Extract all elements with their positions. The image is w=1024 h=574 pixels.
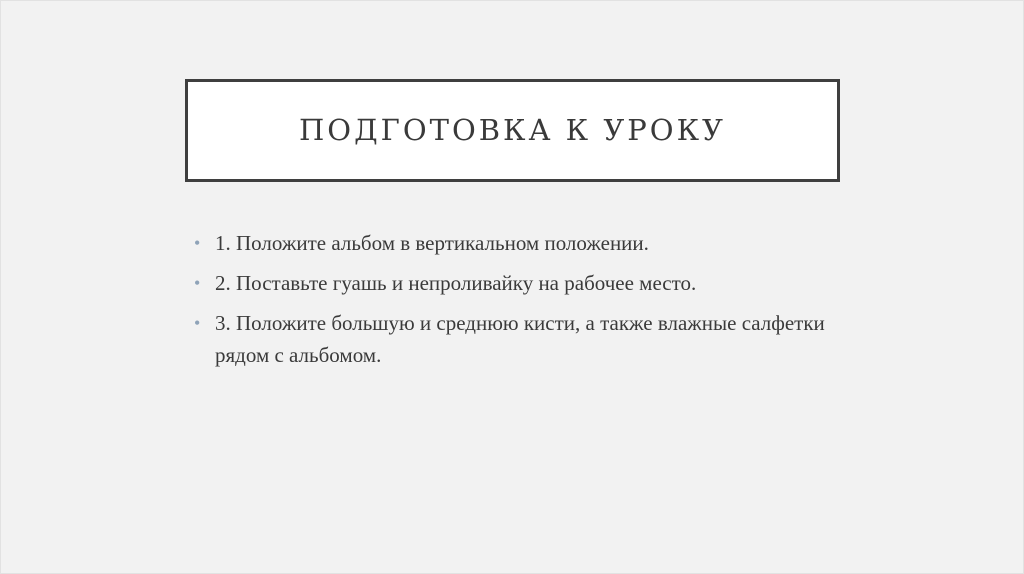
bullet-dot-icon: • [194,313,201,333]
bullet-item [191,267,831,299]
slide-title: ПОДГОТОВКА К УРОКУ [299,112,726,147]
bullet-item [191,307,831,371]
bullet-item [191,227,831,259]
bullet-dot-icon: • [194,233,201,253]
title-box [185,79,840,182]
bullet-list [191,227,831,379]
bullet-text: 3. Положите большую и среднюю кисти, а также влажные салфетки рядом с альбомом. [215,311,825,367]
bullet-text: 1. Положите альбом в вертикальном положении. [215,231,649,255]
bullet-text: 2. Поставьте гуашь и непроливайку на рабочее место. [215,271,697,295]
bullet-dot-icon: • [194,273,201,293]
